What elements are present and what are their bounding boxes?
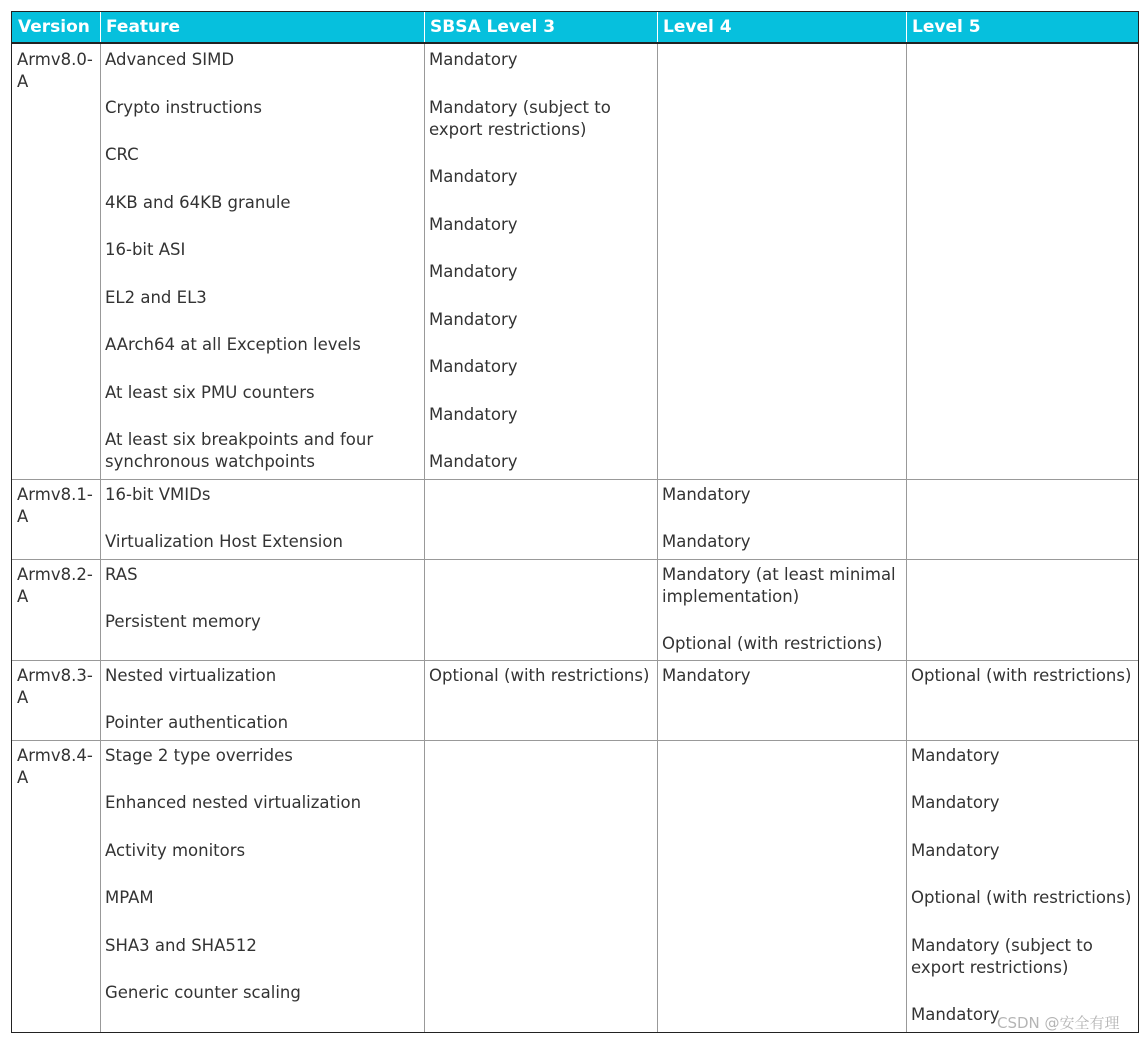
feature-cell: Pointer authentication [105, 713, 289, 732]
level3-cell: Mandatory [429, 50, 518, 69]
column-divider [424, 44, 425, 1032]
feature-requirements-table [11, 11, 1139, 1033]
feature-cell: At least six PMU counters [105, 383, 315, 402]
feature-cell: At least six breakpoints and four synchronous watchpoints [105, 430, 374, 471]
feature-cell: Nested virtualization [105, 666, 277, 685]
column-divider [657, 44, 658, 1032]
level4-cell: Optional (with restrictions) [662, 634, 883, 653]
row-divider [12, 660, 1138, 661]
column-divider [906, 44, 907, 1032]
feature-cell: Crypto instructions [105, 98, 262, 117]
level3-cell: Mandatory [429, 310, 518, 329]
level3-cell: Mandatory [429, 405, 518, 424]
feature-cell: Virtualization Host Extension [105, 532, 343, 551]
level4-cell: Mandatory [662, 532, 751, 551]
version-cell: Armv8.0-A [17, 50, 93, 91]
header-level4: Level 4 [663, 17, 732, 37]
header-level3: SBSA Level 3 [430, 17, 556, 37]
row-divider [12, 740, 1138, 741]
level3-cell: Mandatory [429, 167, 518, 186]
level3-cell: Mandatory [429, 452, 518, 471]
level5-cell: Optional (with restrictions) [911, 888, 1132, 907]
level5-cell: Mandatory [911, 1005, 1000, 1024]
level3-cell: Mandatory [429, 215, 518, 234]
level4-cell: Mandatory [662, 666, 751, 685]
row-divider [12, 479, 1138, 480]
level3-cell: Mandatory [429, 357, 518, 376]
level4-cell: Mandatory (at least minimal implementation) [662, 565, 896, 606]
level3-cell: Mandatory [429, 262, 518, 281]
row-divider [12, 559, 1138, 560]
feature-cell: AArch64 at all Exception levels [105, 335, 361, 354]
feature-cell: CRC [105, 145, 139, 164]
version-cell: Armv8.3-A [17, 666, 93, 707]
feature-cell: Enhanced nested virtualization [105, 793, 362, 812]
version-cell: Armv8.2-A [17, 565, 93, 606]
feature-cell: 16-bit VMIDs [105, 485, 211, 504]
header-version: Version [18, 17, 90, 37]
feature-cell: SHA3 and SHA512 [105, 936, 257, 955]
feature-cell: Stage 2 type overrides [105, 746, 293, 765]
level4-cell: Mandatory [662, 485, 751, 504]
feature-cell: Advanced SIMD [105, 50, 235, 69]
feature-cell: Persistent memory [105, 612, 261, 631]
feature-cell: Activity monitors [105, 841, 246, 860]
feature-cell: 16-bit ASI [105, 240, 186, 259]
level3-cell: Mandatory (subject to export restrictions) [429, 98, 611, 139]
feature-cell: MPAM [105, 888, 154, 907]
version-cell: Armv8.4-A [17, 746, 93, 787]
table-header-row [12, 12, 1138, 44]
level5-cell: Optional (with restrictions) [911, 666, 1132, 685]
feature-cell: EL2 and EL3 [105, 288, 207, 307]
header-level5: Level 5 [912, 17, 981, 37]
column-divider [100, 44, 101, 1032]
header-feature: Feature [106, 17, 181, 37]
level5-cell: Mandatory [911, 841, 1000, 860]
level5-cell: Mandatory [911, 793, 1000, 812]
feature-cell: RAS [105, 565, 138, 584]
version-cell: Armv8.1-A [17, 485, 93, 526]
watermark: CSDN @安全有理 [997, 1014, 1120, 1032]
level5-cell: Mandatory (subject to export restrictions) [911, 936, 1093, 977]
feature-cell: Generic counter scaling [105, 983, 301, 1002]
feature-cell: 4KB and 64KB granule [105, 193, 291, 212]
level3-cell: Optional (with restrictions) [429, 666, 650, 685]
level5-cell: Mandatory [911, 746, 1000, 765]
